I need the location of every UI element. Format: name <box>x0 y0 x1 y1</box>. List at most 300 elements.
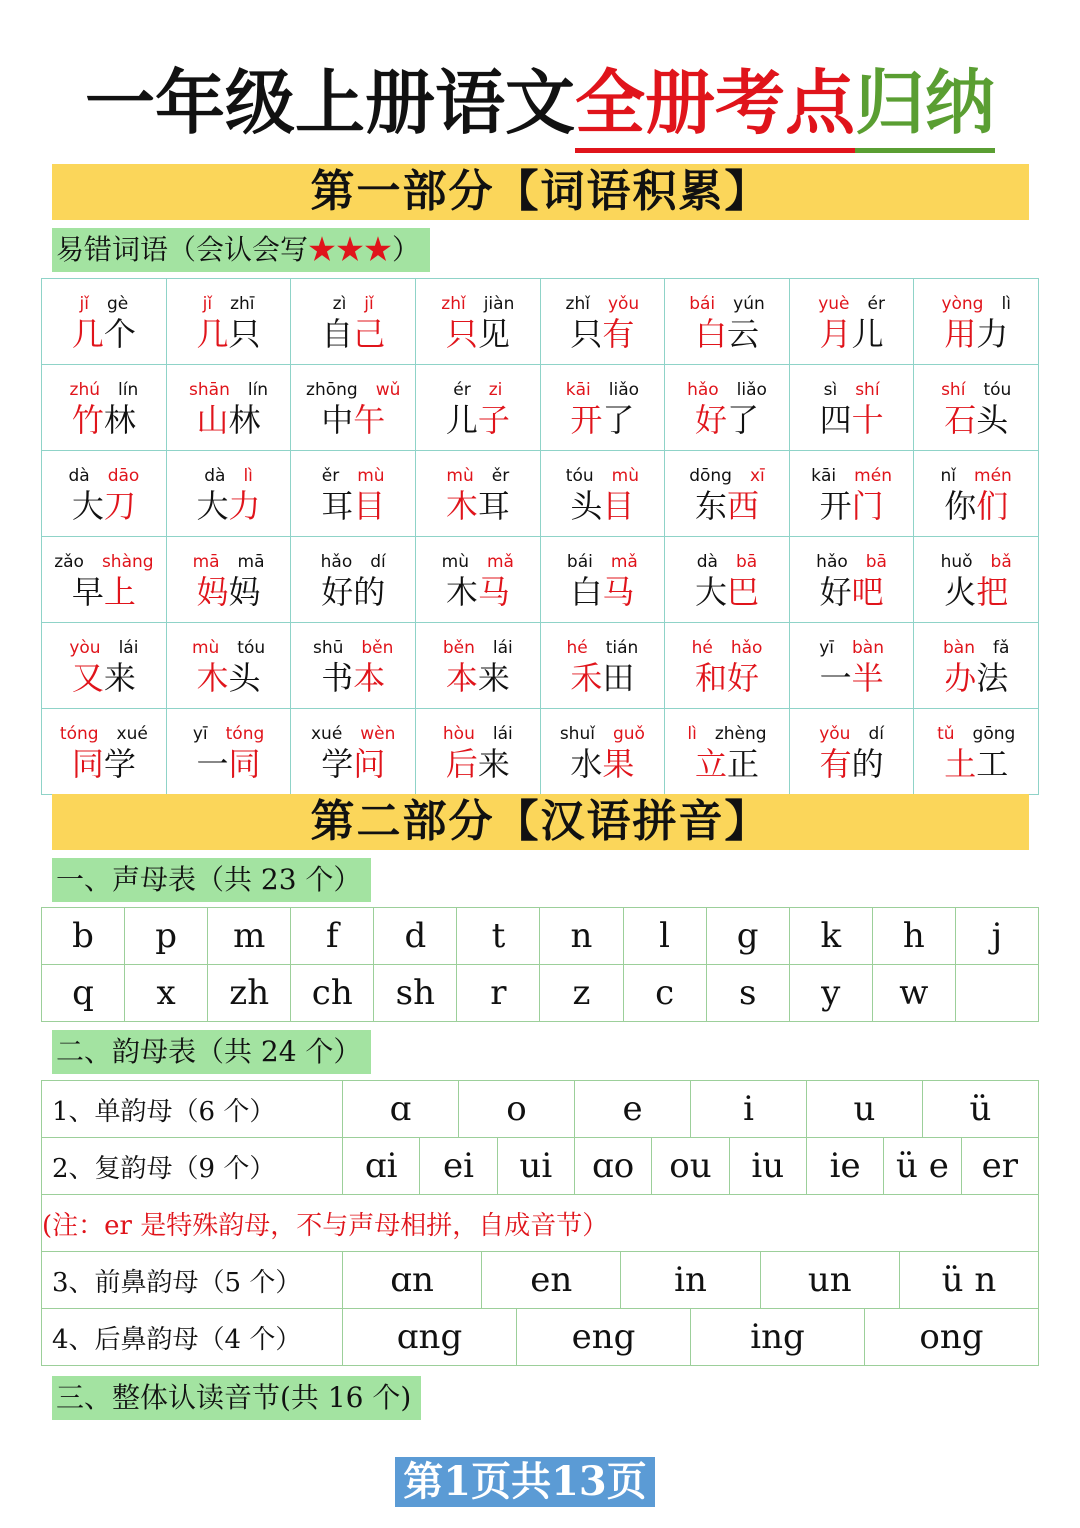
pinyin-syllable: lái <box>492 638 513 658</box>
pinyin-syllable: lái <box>492 724 513 744</box>
word-hanzi <box>42 487 166 525</box>
pinyin-syllable: mù <box>191 638 220 658</box>
word-hanzi <box>790 745 914 783</box>
hanzi-char: 见 <box>477 315 510 353</box>
pinyin-syllable: zhǐ <box>441 294 466 314</box>
pinyin-syllable: shū <box>312 638 344 658</box>
hanzi-char: 头 <box>228 659 261 697</box>
hanzi-char: 木 <box>445 487 478 525</box>
hanzi-char: 开 <box>819 487 852 525</box>
hanzi-char: 四 <box>819 401 852 439</box>
word-hanzi <box>416 573 540 611</box>
pinyin-syllable: mén <box>974 466 1012 486</box>
word-hanzi <box>167 573 291 611</box>
hou-cells <box>343 1309 1038 1365</box>
word-cell <box>42 451 167 537</box>
hanzi-char: 一 <box>819 659 852 697</box>
word-pinyin <box>291 551 415 573</box>
yunmu-cell: u <box>806 1081 922 1137</box>
shengmu-cell: f <box>291 908 374 965</box>
word-hanzi <box>167 487 291 525</box>
hanzi-char: 目 <box>353 487 386 525</box>
word-cell <box>789 279 914 365</box>
page-footer: 第1页共13页 <box>395 1457 655 1507</box>
hanzi-char: 好 <box>694 401 727 439</box>
word-cell <box>540 537 665 623</box>
pinyin-syllable: zì <box>332 294 347 314</box>
word-pinyin <box>167 551 291 573</box>
word-pinyin <box>167 637 291 659</box>
word-hanzi <box>541 487 665 525</box>
hanzi-char: 妈 <box>196 573 229 611</box>
pinyin-syllable: zhú <box>69 380 100 400</box>
word-pinyin <box>42 551 166 573</box>
word-cell <box>914 279 1039 365</box>
pinyin-syllable: dà <box>68 466 90 486</box>
pinyin-syllable: mù <box>357 466 385 486</box>
word-pinyin <box>541 465 665 487</box>
shengmu-cell: n <box>540 908 623 965</box>
word-cell <box>291 365 416 451</box>
qian-row <box>42 1252 1039 1309</box>
yunmu-cell: ɑi <box>364 1146 398 1186</box>
pinyin-syllable: bàn <box>942 638 975 658</box>
shengmu-cell: ch <box>291 965 374 1022</box>
hanzi-char: 月 <box>819 315 852 353</box>
pinyin-syllable: shān <box>189 380 230 400</box>
word-cell <box>416 623 541 709</box>
hanzi-char: 头 <box>976 401 1009 439</box>
fu-row <box>42 1138 1039 1195</box>
word-hanzi <box>291 659 415 697</box>
section1-tag <box>52 228 430 272</box>
hanzi-char: 自 <box>321 315 354 353</box>
word-hanzi <box>914 487 1038 525</box>
hanzi-char: 同 <box>71 745 104 783</box>
word-cell <box>291 623 416 709</box>
word-cell <box>540 365 665 451</box>
word-pinyin <box>914 379 1038 401</box>
shengmu-cell: t <box>457 908 540 965</box>
word-pinyin <box>665 551 789 573</box>
word-cell <box>416 279 541 365</box>
yunmu-cell: ɑn <box>390 1260 434 1300</box>
hanzi-char: 学 <box>103 745 136 783</box>
pinyin-syllable: bái <box>566 552 593 572</box>
dan-label: 1、单韵母（6 个） <box>42 1081 343 1138</box>
pinyin-syllable: bái <box>689 294 716 314</box>
word-hanzi <box>416 315 540 353</box>
word-cell <box>416 365 541 451</box>
hanzi-char: 白 <box>570 573 603 611</box>
yunmu-cell: ɑ <box>389 1089 412 1129</box>
word-cell <box>665 451 790 537</box>
shengmu-cell: s <box>706 965 789 1022</box>
yunmu-cell: en <box>481 1252 620 1308</box>
hanzi-char: 木 <box>196 659 229 697</box>
hanzi-char: 用 <box>944 315 977 353</box>
pinyin-syllable: lì <box>1001 294 1011 314</box>
shengmu-cell: p <box>125 908 208 965</box>
hanzi-char: 耳 <box>321 487 354 525</box>
words-row <box>42 365 1039 451</box>
section1-banner: 第一部分【词语积累】 <box>52 164 1029 220</box>
word-pinyin <box>914 551 1038 573</box>
word-pinyin <box>167 379 291 401</box>
word-hanzi <box>42 659 166 697</box>
words-row <box>42 623 1039 709</box>
pinyin-syllable: xī <box>749 466 765 486</box>
qian-cells <box>343 1252 1038 1308</box>
shengmu-cell: h <box>872 908 955 965</box>
pinyin-syllable: ér <box>453 380 471 400</box>
word-pinyin <box>541 293 665 315</box>
shengmu-table <box>41 907 1039 1022</box>
pinyin-syllable: tóu <box>983 380 1012 400</box>
word-cell <box>291 451 416 537</box>
pinyin-syllable: zǎo <box>54 552 84 572</box>
words-row <box>42 537 1039 623</box>
hanzi-char: 有 <box>819 745 852 783</box>
hanzi-char: 法 <box>976 659 1009 697</box>
pinyin-syllable: kāi <box>565 380 591 400</box>
pinyin-syllable: bā <box>735 552 758 572</box>
pinyin-syllable: shí <box>941 380 966 400</box>
shengmu-cell: c <box>623 965 706 1022</box>
word-pinyin <box>167 465 291 487</box>
hanzi-char: 上 <box>103 573 136 611</box>
word-hanzi <box>42 315 166 353</box>
pinyin-syllable: ér <box>867 294 885 314</box>
hanzi-char: 后 <box>445 745 478 783</box>
hanzi-char: 早 <box>71 573 104 611</box>
word-hanzi <box>167 745 291 783</box>
word-hanzi <box>790 573 914 611</box>
pinyin-syllable: fǎ <box>992 638 1010 658</box>
hanzi-char: 半 <box>851 659 884 697</box>
word-pinyin <box>291 379 415 401</box>
pinyin-syllable: hé <box>691 638 713 658</box>
words-row <box>42 451 1039 537</box>
word-cell <box>166 451 291 537</box>
word-cell <box>914 537 1039 623</box>
yunmu-cell: o <box>458 1081 574 1137</box>
word-hanzi <box>790 659 914 697</box>
word-cell <box>540 451 665 537</box>
word-cell <box>42 537 167 623</box>
pinyin-syllable: běn <box>361 638 394 658</box>
hou-row <box>42 1309 1039 1366</box>
pinyin-syllable: liǎo <box>608 380 640 400</box>
word-cell <box>42 365 167 451</box>
hanzi-char: 来 <box>477 745 510 783</box>
yunmu-cell: ie <box>806 1138 883 1194</box>
pinyin-syllable: yī <box>192 724 208 744</box>
fu-cells <box>343 1138 1038 1194</box>
word-cell <box>914 451 1039 537</box>
yunmu-cell: ü <box>922 1081 1038 1137</box>
hanzi-char: 只 <box>570 315 603 353</box>
word-pinyin <box>665 637 789 659</box>
word-hanzi <box>416 745 540 783</box>
word-cell <box>789 537 914 623</box>
word-hanzi <box>914 573 1038 611</box>
hanzi-char: 办 <box>944 659 977 697</box>
hanzi-char: 个 <box>103 315 136 353</box>
hanzi-char: 儿 <box>445 401 478 439</box>
word-cell <box>540 279 665 365</box>
tag-text: 易错词语（会认会写 <box>56 233 309 266</box>
word-hanzi <box>914 315 1038 353</box>
fu-label: 2、复韵母（9 个） <box>42 1138 343 1195</box>
hanzi-char: 十 <box>851 401 884 439</box>
word-cell <box>914 623 1039 709</box>
pinyin-syllable: lín <box>118 380 139 400</box>
word-cell <box>665 623 790 709</box>
tag-stars: ★★★ <box>308 233 393 266</box>
hanzi-char: 田 <box>602 659 635 697</box>
word-pinyin <box>790 637 914 659</box>
word-hanzi <box>416 401 540 439</box>
word-pinyin <box>665 723 789 745</box>
pinyin-syllable: shàng <box>101 552 154 572</box>
pinyin-syllable: běn <box>442 638 475 658</box>
word-pinyin <box>416 551 540 573</box>
word-hanzi <box>291 573 415 611</box>
shengmu-cell: w <box>872 965 955 1022</box>
pinyin-syllable: bàn <box>851 638 884 658</box>
hanzi-char: 几 <box>196 315 229 353</box>
word-pinyin <box>167 293 291 315</box>
pinyin-syllable: hǎo <box>816 552 848 572</box>
pinyin-syllable: xué <box>116 724 148 744</box>
hanzi-char: 你 <box>944 487 977 525</box>
word-cell <box>166 709 291 795</box>
word-cell <box>291 279 416 365</box>
word-pinyin <box>42 723 166 745</box>
words-row <box>42 279 1039 365</box>
hanzi-char: 几 <box>71 315 104 353</box>
word-pinyin <box>416 637 540 659</box>
shengmu-cell: r <box>457 965 540 1022</box>
pinyin-syllable: mā <box>237 552 265 572</box>
word-pinyin <box>914 465 1038 487</box>
shengmu-cell: k <box>789 908 872 965</box>
word-cell <box>291 537 416 623</box>
pinyin-syllable: jǐ <box>79 294 89 314</box>
word-cell <box>665 537 790 623</box>
pinyin-syllable: dí <box>868 724 884 744</box>
pinyin-syllable: mù <box>611 466 639 486</box>
word-pinyin <box>291 637 415 659</box>
hanzi-char: 东 <box>694 487 727 525</box>
pinyin-syllable: yòng <box>941 294 984 314</box>
hanzi-char: 子 <box>477 401 510 439</box>
hanzi-char: 石 <box>944 401 977 439</box>
word-hanzi <box>42 745 166 783</box>
word-pinyin <box>541 723 665 745</box>
word-pinyin <box>665 293 789 315</box>
hanzi-char: 马 <box>602 573 635 611</box>
pinyin-syllable: jiàn <box>483 294 515 314</box>
pinyin-syllable: gōng <box>972 724 1016 744</box>
word-hanzi <box>541 659 665 697</box>
word-cell <box>166 365 291 451</box>
hanzi-char: 只 <box>445 315 478 353</box>
pinyin-syllable: hé <box>566 638 588 658</box>
pinyin-syllable: zi <box>488 380 503 400</box>
pinyin-syllable: xué <box>310 724 343 744</box>
page-title <box>0 58 1080 153</box>
pinyin-syllable: mù <box>446 466 474 486</box>
hanzi-char: 好 <box>819 573 852 611</box>
hanzi-char: 只 <box>228 315 261 353</box>
word-pinyin <box>42 379 166 401</box>
word-hanzi <box>291 487 415 525</box>
hanzi-char: 一 <box>196 745 229 783</box>
word-pinyin <box>416 293 540 315</box>
word-hanzi <box>42 401 166 439</box>
word-pinyin <box>42 637 166 659</box>
yunmu-cell: ü n <box>899 1252 1038 1308</box>
pinyin-syllable: wèn <box>360 724 396 744</box>
shengmu-cell: b <box>42 908 125 965</box>
shengmu-tag: 一、声母表（共 23 个） <box>52 858 371 902</box>
hanzi-char: 山 <box>196 401 229 439</box>
yunmu-cell: eng <box>516 1309 690 1365</box>
hanzi-char: 马 <box>477 573 510 611</box>
word-pinyin <box>291 465 415 487</box>
title-part3: 归纳 <box>855 58 995 153</box>
word-hanzi <box>291 745 415 783</box>
word-hanzi <box>291 401 415 439</box>
section2-banner: 第二部分【汉语拼音】 <box>52 794 1029 850</box>
yunmu-cell: ong <box>864 1309 1038 1365</box>
hanzi-char: 好 <box>321 573 354 611</box>
hanzi-char: 了 <box>726 401 759 439</box>
yunmu-cell: i <box>690 1081 806 1137</box>
hanzi-char: 了 <box>602 401 635 439</box>
pinyin-syllable: zhī <box>230 294 255 314</box>
pinyin-syllable: sì <box>823 380 838 400</box>
pinyin-syllable: tóu <box>565 466 594 486</box>
word-cell <box>665 709 790 795</box>
word-hanzi <box>665 573 789 611</box>
pinyin-syllable: guǒ <box>612 724 645 744</box>
word-pinyin <box>416 379 540 401</box>
word-cell <box>416 537 541 623</box>
word-hanzi <box>790 315 914 353</box>
word-hanzi <box>167 401 291 439</box>
hanzi-char: 正 <box>726 745 759 783</box>
hou-label: 4、后鼻韵母（4 个） <box>42 1309 343 1366</box>
hanzi-char: 午 <box>353 401 386 439</box>
yunmu-cell: ɑng <box>396 1317 463 1357</box>
hanzi-char: 巴 <box>726 573 759 611</box>
hanzi-char: 的 <box>353 573 386 611</box>
shengmu-cell: g <box>706 908 789 965</box>
word-pinyin <box>291 293 415 315</box>
word-cell <box>665 365 790 451</box>
shengmu-cell: m <box>208 908 291 965</box>
hanzi-char: 本 <box>445 659 478 697</box>
word-pinyin <box>790 723 914 745</box>
pinyin-syllable: wǔ <box>375 380 401 400</box>
yunmu-cell: un <box>760 1252 899 1308</box>
tag-end: ） <box>392 233 421 266</box>
yunmu-cell: iu <box>729 1138 806 1194</box>
pinyin-syllable: tóu <box>237 638 266 658</box>
pinyin-syllable: dōng <box>689 466 732 486</box>
hanzi-char: 目 <box>602 487 635 525</box>
word-pinyin <box>665 379 789 401</box>
pinyin-syllable: jǐ <box>364 294 374 314</box>
pinyin-syllable: zhōng <box>306 380 358 400</box>
hanzi-char: 同 <box>228 745 261 783</box>
pinyin-syllable: mù <box>441 552 469 572</box>
word-cell <box>789 365 914 451</box>
hanzi-char: 刀 <box>103 487 136 525</box>
pinyin-syllable: liǎo <box>736 380 767 400</box>
word-hanzi <box>541 573 665 611</box>
word-pinyin <box>914 723 1038 745</box>
word-hanzi <box>665 745 789 783</box>
hanzi-char: 水 <box>570 745 603 783</box>
word-cell <box>42 623 167 709</box>
pinyin-syllable: bǎ <box>990 552 1012 572</box>
pinyin-syllable: yuè <box>818 294 850 314</box>
word-pinyin <box>790 379 914 401</box>
word-cell <box>166 623 291 709</box>
shengmu-cell: l <box>623 908 706 965</box>
word-hanzi <box>790 487 914 525</box>
pinyin-syllable: lái <box>118 638 139 658</box>
word-hanzi <box>914 401 1038 439</box>
word-hanzi <box>790 401 914 439</box>
pinyin-syllable: jǐ <box>202 294 213 314</box>
shengmu-cell: q <box>42 965 125 1022</box>
hanzi-char: 本 <box>353 659 386 697</box>
word-hanzi <box>416 487 540 525</box>
word-pinyin <box>541 637 665 659</box>
word-pinyin <box>914 637 1038 659</box>
yunmu-cell: e <box>574 1081 690 1137</box>
pinyin-syllable: dà <box>696 552 718 572</box>
pinyin-syllable: lín <box>247 380 269 400</box>
shengmu-row <box>42 965 1039 1022</box>
word-cell <box>166 279 291 365</box>
pinyin-syllable: yún <box>733 294 765 314</box>
hanzi-char: 学 <box>321 745 354 783</box>
word-pinyin <box>291 723 415 745</box>
hanzi-char: 云 <box>726 315 759 353</box>
shengmu-cell: d <box>374 908 457 965</box>
title-part1: 一年级上册语文 <box>85 62 575 144</box>
shengmu-cell: sh <box>374 965 457 1022</box>
word-cell <box>166 537 291 623</box>
word-pinyin <box>790 465 914 487</box>
hanzi-char: 大 <box>694 573 727 611</box>
word-hanzi <box>541 745 665 783</box>
hanzi-char: 头 <box>570 487 603 525</box>
pinyin-syllable: huǒ <box>940 552 973 572</box>
note-row <box>42 1195 1039 1252</box>
pinyin-syllable: gè <box>106 294 129 314</box>
yunmu-tag: 二、韵母表（共 24 个） <box>52 1030 371 1074</box>
pinyin-syllable: tián <box>605 638 639 658</box>
yunmu-table <box>41 1080 1039 1366</box>
word-hanzi <box>42 573 166 611</box>
